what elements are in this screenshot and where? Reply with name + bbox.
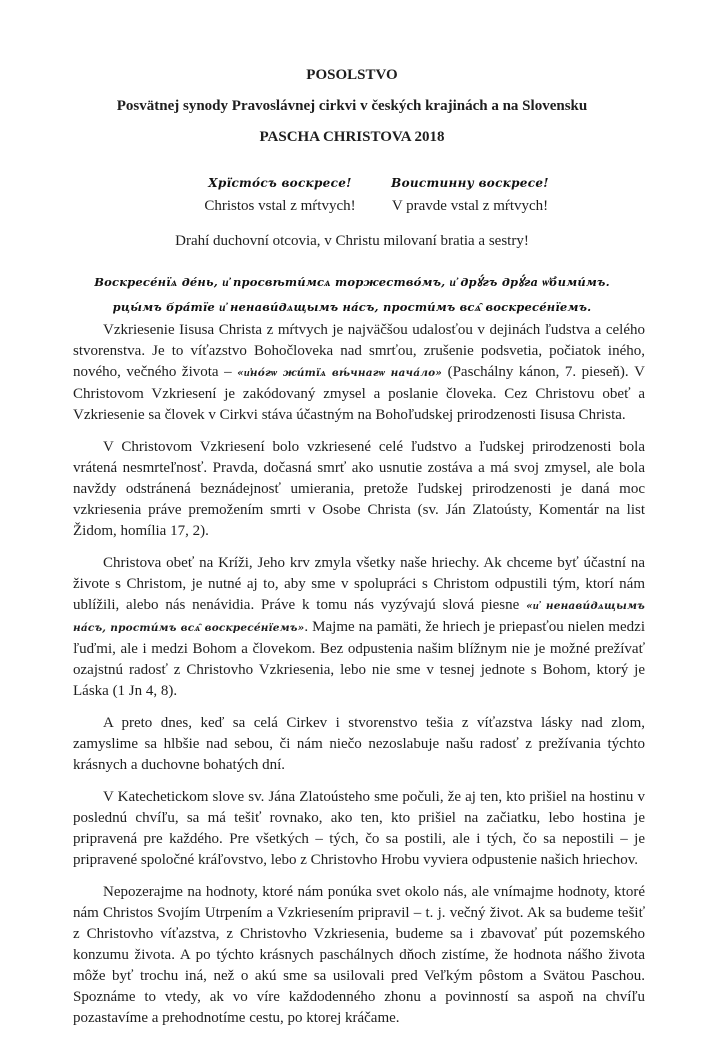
paragraph-text: (Paschálny kánon, 7. pieseň). V Christovom Vzkriesení je zakódovaný zmysel a poslanie človeka. Cez Christovu obeť a Vzkriesenie sa človek v Cirkvi stáva účastným na Bohoľudskej prirodzenosti Iisusa Christa. xyxy=(73,364,646,423)
paragraph-slavonic-quote: «и҆ ненави́дѧщымъ на́съ, прости́мъ всѧ̑ воскресе́нїемъ» xyxy=(73,600,646,634)
paragraph-text: Nepozerajme na hodnoty, ktoré nám ponúka svet okolo nás, ale vnímajme hodnoty, ktoré nám Christos Svojím Utrpením a Vzkriesením pripravil – t. j. večný život. Ak sa budeme tešiť z Christovho víťazstva, z Christovho Vzkriesenia, budeme sa i zbavovať pút pozemského konzumu života. A po týchto krásnych paschálnych dňoch zistíme, že hodnota nášho života môže byť trochu iná, než o akú sme sa usilovali pred Veľkým pôstom a Svätou Paschou. Spoznáme to vtedy, ak vo víre každodenného zhonu a povinností sa aspoň na chvíľu pozastavíme a prehodnotíme cestu, po ktorej kráčame. xyxy=(73,884,645,1026)
body-paragraph xyxy=(73,882,645,1029)
body-paragraph xyxy=(73,787,645,871)
greeting-left-text: Christos vstal z mŕtvych! xyxy=(204,198,356,214)
greeting-right-text: V pravde vstal z mŕtvych! xyxy=(391,198,549,214)
greeting-left-slavonic: Хрїсто́съ воскресе! xyxy=(208,176,352,190)
letter-occasion: PASCHA CHRISTOVA 2018 xyxy=(259,129,445,145)
paragraph-text: . Majme na pamäti, že hriech je priepasťou nielen medzi ľuďmi, ale i medzi Bohom a človekom. Bez odpustenia našim blížnym nie je možné prežívať ozajstnú radosť z Christovho Vzkriesenia, lebo nie sme v tesnej jednote s Bohom, ktorý je Láska (1 Jn 4, 8). xyxy=(73,619,646,699)
letter-header xyxy=(0,66,704,146)
paragraph-text: Vzkriesenie Iisusa Christa z mŕtvych je najväčšou udalosťou v dejinách ľudstva a celého stvorenstva. Je to víťazstvo Bohočloveka nad smrťou, zrušenie podsvetia, počiatok iného, nového, večného života – xyxy=(73,322,645,380)
slavonic-verse-line: Воскресе́нїѧ де́нь, и҆ просвѣти́мсѧ торжество́мъ, и҆ дрꙋ́гъ дрꙋ́га ѡ҆б̾ими́мъ. xyxy=(94,275,610,289)
greeting-right xyxy=(340,174,600,216)
paragraph-text: A preto dnes, keď sa celá Cirkev i stvorenstvo tešia z víťazstva lásky nad zlom, zamyslime sa hlbšie nad sebou, či nám niečo nezoslabuje našu radosť z prežívania týchto krásnych a duchovne bohatých dní. xyxy=(73,715,645,773)
paragraph-text: V Christovom Vzkriesení bolo vzkriesené celé ľudstvo a ľudskej prirodzenosti bola vrátená nesmrteľnosť. Pravda, dočasná smrť ako usnutie zostáva a má svoj zmysel, ale bola navždy odstránená beznádejnosť umierania, pretože ľudskej prirodzenosti je daná moc vzkriesenia práve premožením smrti v Osobe Christa (sv. Ján Zlatoústy, Komentár na list Židom, homília 17, 2). xyxy=(73,439,645,539)
salutation: Drahí duchovní otcovia, v Christu milovaní bratia a sestry! xyxy=(175,233,529,249)
body-paragraph xyxy=(73,437,645,542)
greeting-right-slavonic: Воистинну воскресе! xyxy=(391,176,549,190)
paragraph-slavonic-quote: «и҆но́гѡ жи́тїѧ вѣ́чнагѡ нача́ло» xyxy=(237,367,443,379)
letter-body xyxy=(73,320,645,1040)
body-paragraph xyxy=(73,713,645,776)
body-paragraph xyxy=(73,553,645,702)
body-paragraph xyxy=(73,320,645,426)
letter-subtitle: Posvätnej synody Pravoslávnej cirkvi v českých krajinách a na Slovensku xyxy=(116,98,588,114)
paragraph-text: Christova obeť na Kríži, Jeho krv zmyla všetky naše hriechy. Ak chceme byť účastní na živote s Christom, je nutné aj to, aby sme v spolupráci s Christom odpustili tým, ktorí nám ublížili, alebo nás nenávidia. Práve k tomu nás vyzývajú slová piesne xyxy=(73,555,645,613)
paragraph-text: V Katechetickom slove sv. Jána Zlatoústeho sme počuli, že aj ten, kto prišiel na hostinu v poslednú chvíľu, sa má tešiť rovnako, ako ten, kto prišiel na začiatku, lebo hostina je pripravená pre každého. Pre všetkých – tých, čo sa postili, ale i tých, čo sa nepostili – je pripravené spoločné kráľovstvo, lebo z Christovho Hrobu vyviera odpustenie našich hriechov. xyxy=(73,789,645,868)
slavonic-verse xyxy=(0,270,704,320)
letter-title: POSOLSTVO xyxy=(306,67,398,83)
slavonic-verse-line: рцы́мъ бра́тїе и҆ ненави́дѧщымъ на́съ, прости́мъ всѧ̑ воскресе́нїемъ. xyxy=(112,300,592,314)
